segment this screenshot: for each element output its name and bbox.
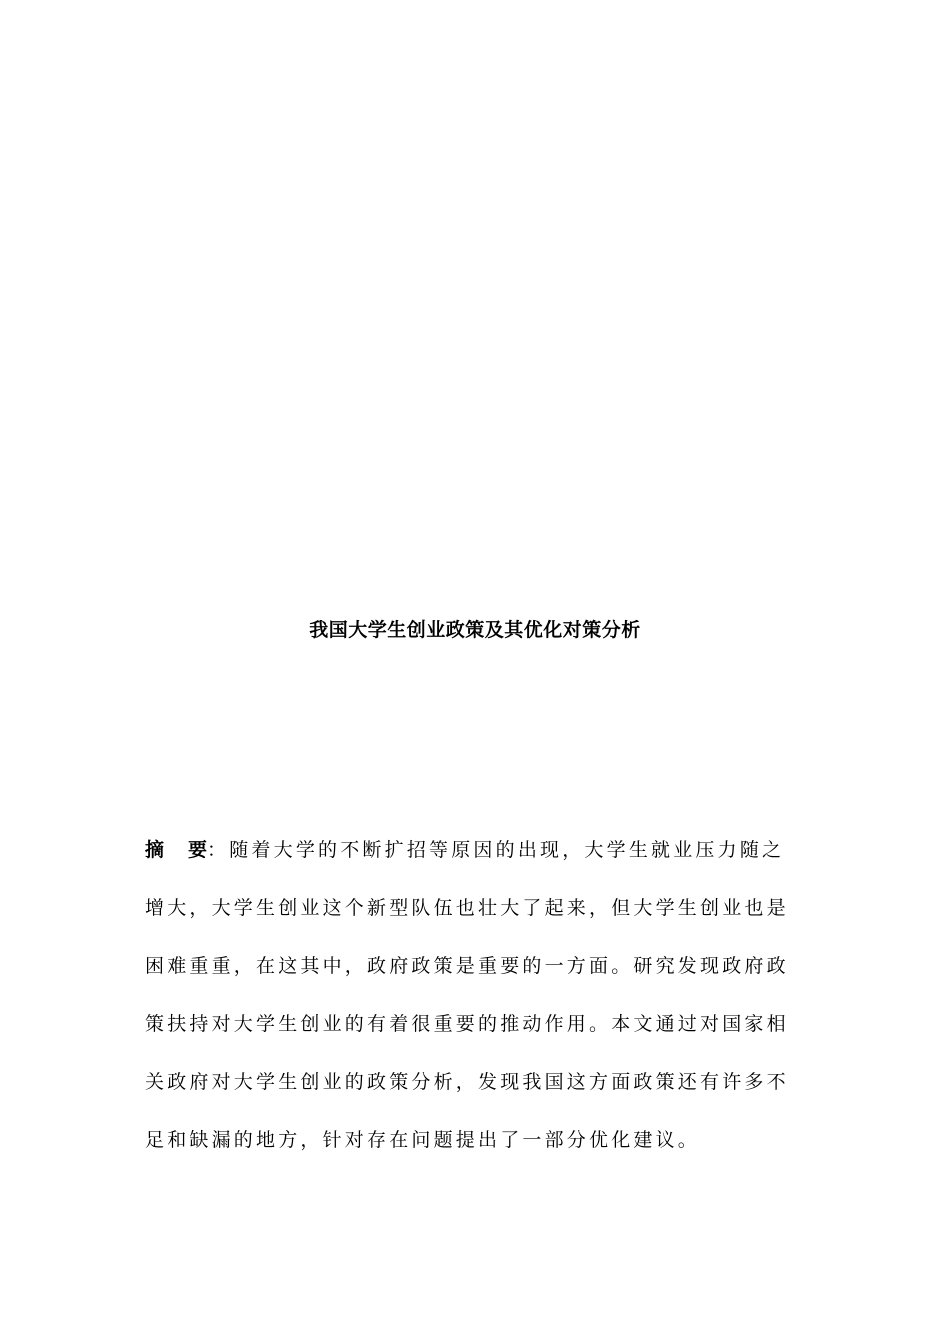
abstract-label-first-char: 摘 xyxy=(145,839,165,861)
abstract-text: 随着大学的不断扩招等原因的出现，大学生就业压力随之增大，大学生创业这个新型队伍也壮大了起来，但大学生创业也是困难重重，在这其中，政府政策是重要的一方面。研究发现政府政策扶持对大学生创业的有着很重要的推动作用。本文通过对国家相关政府对大学生创业的政策分析，发现我国这方面政策还有许多不足和缺漏的地方，针对存在问题提出了一部分优化建议。 xyxy=(145,839,789,1151)
abstract-label-second-char: 要 xyxy=(188,839,208,861)
document-title: 我国大学生创业政策及其优化对策分析 xyxy=(309,619,641,641)
abstract-paragraph xyxy=(145,821,805,1169)
abstract-separator: ： xyxy=(207,839,230,861)
abstract-label xyxy=(145,839,207,861)
